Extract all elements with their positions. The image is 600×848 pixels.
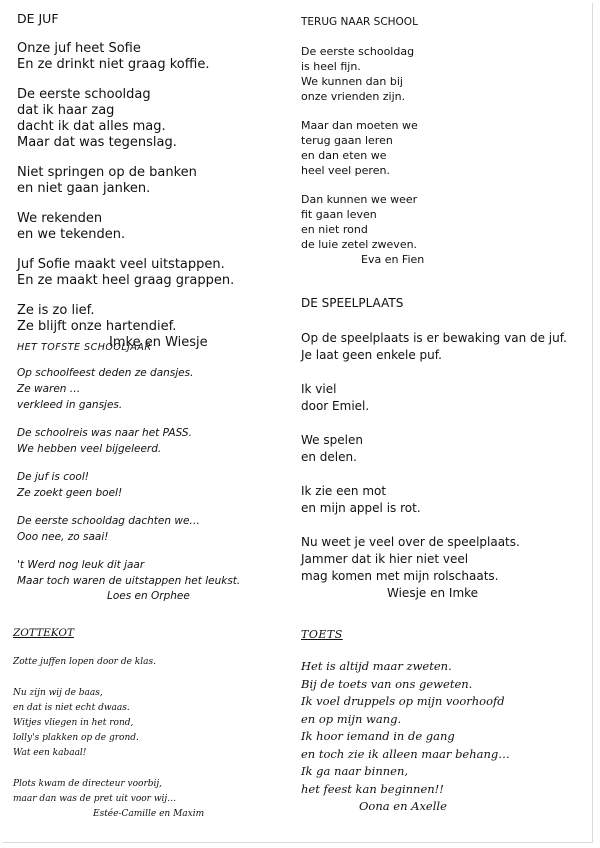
stanza [13, 686, 204, 761]
poem-line: Bij de toets van ons geweten. [301, 676, 473, 691]
poem-line: Witjes vliegen in het rond, [13, 718, 134, 728]
stanza [301, 534, 567, 602]
poem-terug-naar-school [301, 16, 424, 267]
poem-author: Wiesje en Imke [387, 586, 479, 600]
poem-de-speelplaats [301, 296, 567, 602]
poem-line: Maar toch waren de uitstappen het leukst. [17, 575, 241, 587]
poem-line: Ze zoekt geen boel! [17, 487, 123, 499]
poem-line: Ooo nee, zo saai! [17, 531, 109, 543]
poem-line: mag komen met mijn rolschaats. [301, 569, 499, 583]
poem-de-juf [17, 11, 234, 351]
poem-line: onze vrienden zijn. [301, 90, 406, 103]
poem-line: terug gaan leren [301, 134, 393, 147]
poem-line: Je laat geen enkele puf. [301, 348, 442, 362]
poem-line: Ze waren … [17, 383, 81, 395]
poem-line: En ze maakt heel graag grappen. [17, 273, 235, 288]
poem-line: en we tekenden. [17, 227, 126, 242]
poem-line: en mijn appel is rot. [301, 501, 421, 515]
stanza [17, 557, 240, 603]
poem-line: lolly's plakken op de grond. [13, 733, 139, 743]
poem-author: Oona en Axelle [359, 799, 447, 813]
poem-line: en delen. [301, 450, 357, 464]
poem-line: Maar dat was tegenslag. [17, 135, 177, 150]
poem-line: We spelen [301, 433, 363, 447]
poem-line: door Emiel. [301, 399, 370, 413]
poem-line: Ze blijft onze hartendief. [17, 319, 177, 334]
poem-line: maar dan was de pret uit voor wij… [13, 794, 177, 804]
poem-line: fit gaan leven [301, 208, 377, 221]
poem-title: ZOTTEKOT [13, 627, 74, 639]
poem-line: en niet gaan janken. [17, 181, 151, 196]
stanza [301, 44, 424, 104]
poem-line: Jammer dat ik hier niet veel [301, 552, 469, 566]
poem-line: Ik voel druppels op mijn voorhoofd [301, 694, 505, 708]
poem-title: TOETS [301, 628, 343, 641]
poem-line: En ze drinkt niet graag koffie. [17, 57, 210, 72]
stanza [301, 381, 567, 415]
poem-line: Maar dan moeten we [301, 119, 418, 132]
poem-line: Niet springen op de banken [17, 165, 197, 180]
poem-line: De eerste schooldag [17, 87, 151, 102]
document-page [3, 3, 593, 843]
stanza [17, 469, 240, 501]
poem-line: Ik ga naar binnen, [301, 764, 409, 778]
stanza [17, 87, 234, 151]
stanza [301, 330, 567, 364]
poem-tofste-schooljaar [17, 342, 240, 603]
poem-author: Loes en Orphee [107, 590, 190, 602]
poem-line: Nu zijn wij de baas, [13, 688, 103, 698]
stanza [301, 483, 567, 517]
stanza [17, 513, 240, 545]
stanza [301, 192, 424, 267]
stanza [301, 118, 424, 178]
poem-line: Op schoolfeest deden ze dansjes. [17, 367, 194, 379]
poem-line: We rekenden [17, 211, 103, 226]
poem-line: Ik zie een mot [301, 484, 387, 498]
poem-line: De juf is cool! [17, 471, 89, 483]
poem-line: en niet rond [301, 223, 368, 236]
poem-line: en dat is niet echt dwaas. [13, 703, 130, 713]
poem-toets [301, 628, 510, 814]
poem-line: verkleed in gansjes. [17, 399, 123, 411]
stanza [17, 257, 234, 289]
poem-line: Zotte juffen lopen door de klas. [13, 657, 156, 667]
poem-line: de luie zetel zweven. [301, 238, 418, 251]
stanza [17, 165, 234, 197]
poem-line: en dan eten we [301, 149, 387, 162]
stanza [17, 41, 234, 73]
poem-author: Imke en Wiesje [109, 335, 208, 350]
poem-line: Dan kunnen we weer [301, 193, 418, 206]
stanza [13, 777, 204, 821]
poem-line: dat ik haar zag [17, 103, 115, 118]
stanza [17, 211, 234, 243]
poem-title: HET TOFSTE SCHOOLJAAR [17, 342, 152, 353]
poem-line: Juf Sofie maakt veel uitstappen. [17, 257, 225, 272]
stanza [17, 365, 240, 413]
poem-line: De eerste schooldag dachten we… [17, 515, 200, 527]
poem-line: Op de speelplaats is er bewaking van de juf. [301, 331, 567, 345]
poem-line: Nu weet je veel over de speelplaats. [301, 535, 520, 549]
poem-title: DE JUF [17, 11, 59, 26]
poem-line: Het is altijd maar zweten. [301, 659, 452, 673]
poem-line: en op mijn wang. [301, 711, 402, 726]
poem-line: De eerste schooldag [301, 45, 415, 58]
poem-line: Onze juf heet Sofie [17, 41, 141, 56]
poem-line: Ik hoor iemand in de gang [301, 729, 455, 743]
stanza [17, 425, 240, 457]
poem-line: dacht ik dat alles mag. [17, 119, 166, 134]
poem-line: heel veel peren. [301, 164, 390, 177]
poem-author: Estée-Camille en Maxim [93, 809, 205, 819]
poem-line: en toch zie ik alleen maar behang… [301, 746, 510, 761]
poem-line: is heel fijn. [301, 60, 361, 73]
poem-title: TERUG NAAR SCHOOL [301, 16, 418, 28]
poem-title: DE SPEELPLAATS [301, 296, 404, 310]
poem-line: Plots kwam de directeur voorbij, [13, 779, 163, 789]
poem-line: 't Werd nog leuk dit jaar [17, 559, 145, 571]
poem-line: We kunnen dan bij [301, 75, 403, 88]
poem-line: Ze is zo lief. [17, 303, 95, 318]
poem-line: Ik viel [301, 382, 337, 396]
stanza [301, 432, 567, 466]
poem-line: Wat een kabaal! [13, 748, 87, 758]
poem-line: het feest kan beginnen!! [301, 781, 444, 796]
poem-line: We hebben veel bijgeleerd. [17, 443, 162, 455]
stanza [301, 658, 510, 814]
poem-line: De schoolreis was naar het PASS. [17, 427, 192, 439]
stanza [13, 655, 204, 670]
poem-zottekot [13, 627, 204, 821]
poem-author: Eva en Fien [361, 253, 425, 266]
